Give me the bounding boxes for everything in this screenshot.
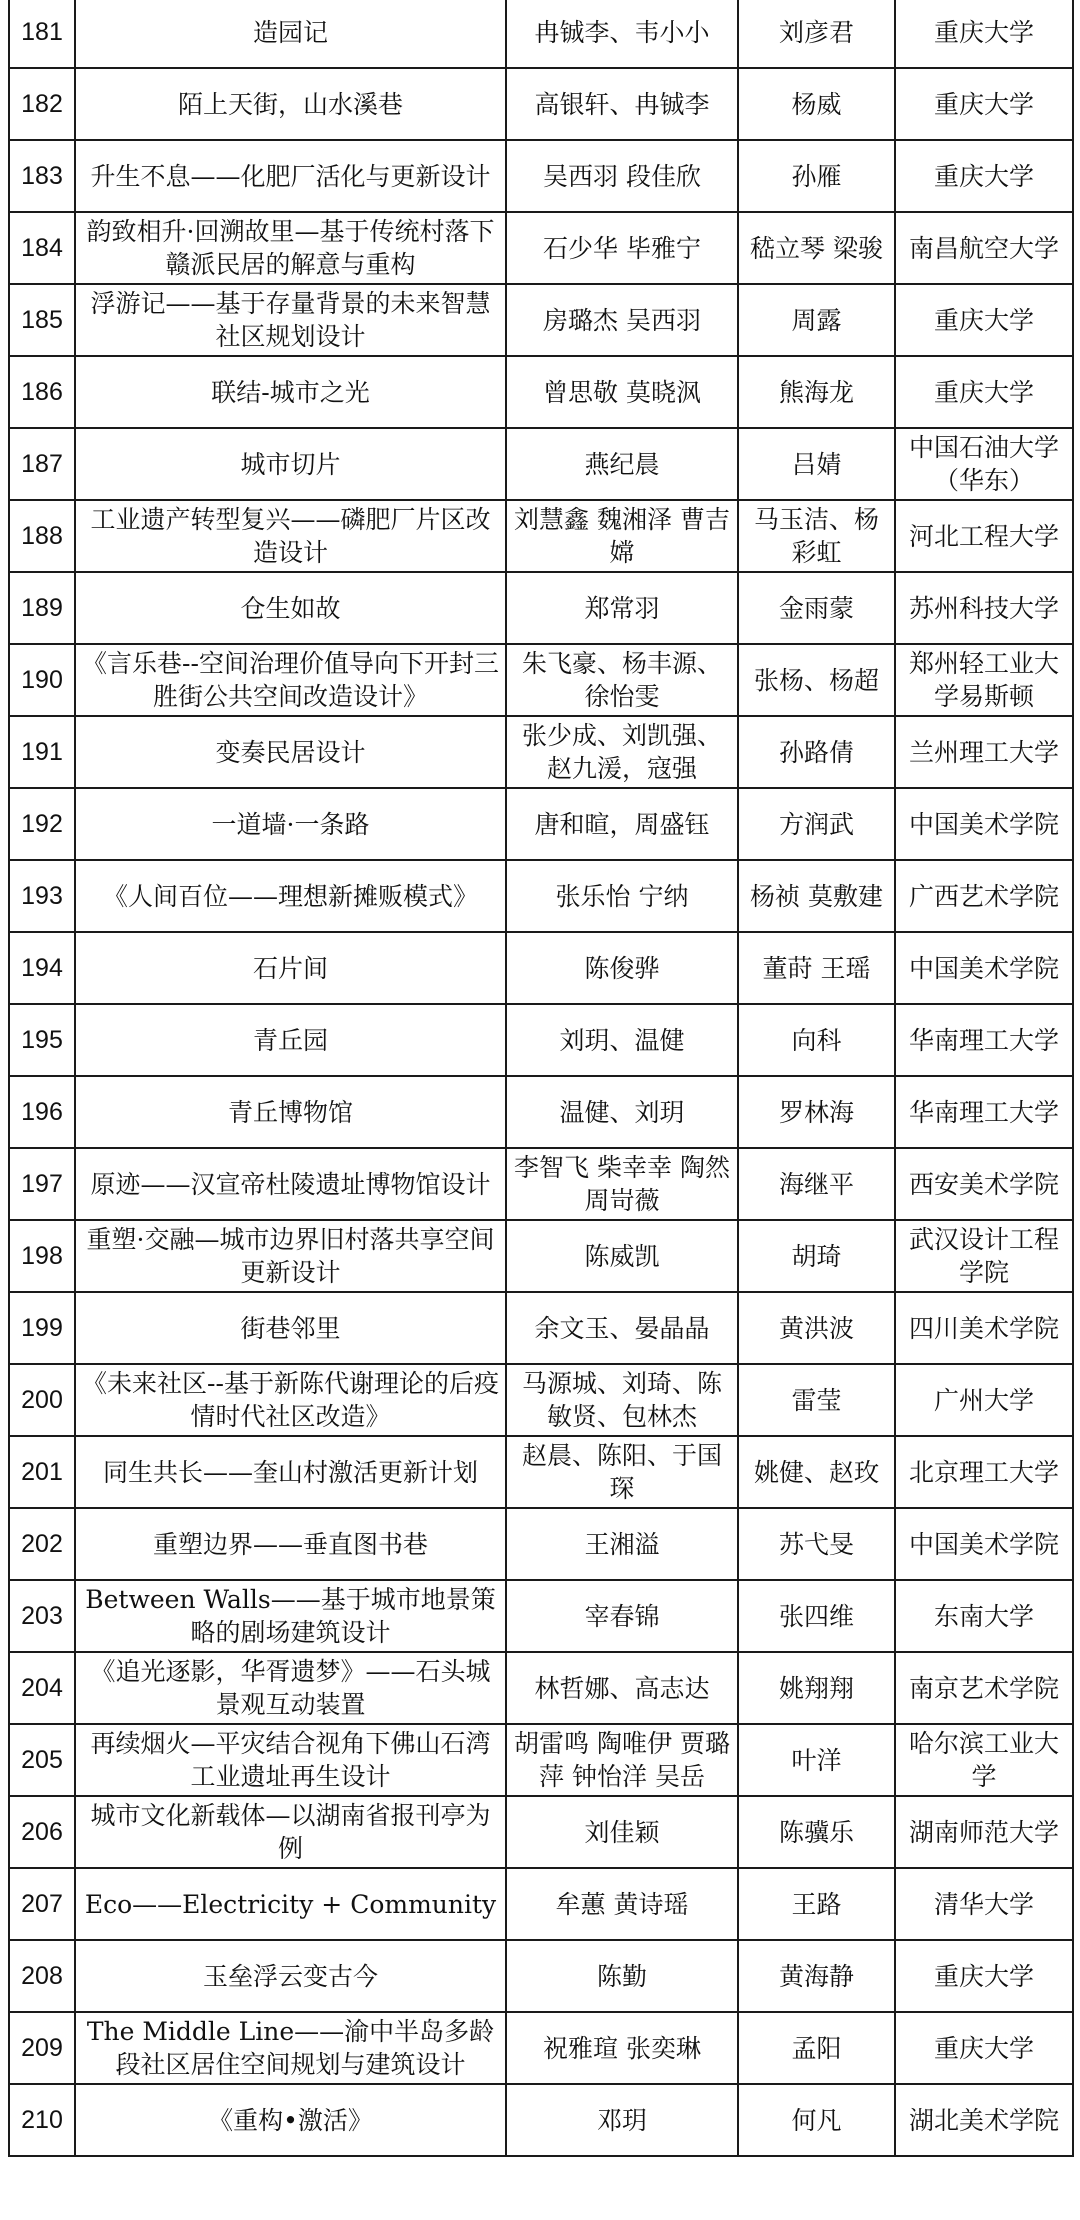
row-number: 204 (9, 1652, 75, 1724)
entry-authors: 邓玥 (506, 2084, 738, 2156)
entry-authors: 房璐杰 吴西羽 (506, 284, 738, 356)
entry-advisor: 张四维 (738, 1580, 895, 1652)
entry-authors: 吴西羽 段佳欣 (506, 140, 738, 212)
entry-advisor: 刘彦君 (738, 0, 895, 68)
table-row (9, 1652, 1073, 1724)
entry-authors: 朱飞豪、杨丰源、徐怡雯 (506, 644, 738, 716)
row-number: 197 (9, 1148, 75, 1220)
entry-advisor: 周露 (738, 284, 895, 356)
entry-advisor: 马玉洁、杨彩虹 (738, 500, 895, 572)
row-number: 185 (9, 284, 75, 356)
entry-school: 郑州轻工业大学易斯顿 (895, 644, 1073, 716)
row-number: 202 (9, 1508, 75, 1580)
entry-school: 华南理工大学 (895, 1076, 1073, 1148)
entry-title: 玉垒浮云变古今 (75, 1940, 506, 2012)
entry-advisor: 姚健、赵玫 (738, 1436, 895, 1508)
award-list-body (9, 0, 1073, 2156)
entry-school: 兰州理工大学 (895, 716, 1073, 788)
entry-advisor: 杨威 (738, 68, 895, 140)
entry-authors: 张乐怡 宁纳 (506, 860, 738, 932)
entry-school: 四川美术学院 (895, 1292, 1073, 1364)
entry-school: 武汉设计工程学院 (895, 1220, 1073, 1292)
row-number: 190 (9, 644, 75, 716)
row-number: 186 (9, 356, 75, 428)
row-number: 199 (9, 1292, 75, 1364)
entry-authors: 石少华 毕雅宁 (506, 212, 738, 284)
row-number: 195 (9, 1004, 75, 1076)
entry-school: 北京理工大学 (895, 1436, 1073, 1508)
entry-school: 重庆大学 (895, 2012, 1073, 2084)
entry-school: 重庆大学 (895, 284, 1073, 356)
entry-authors: 祝雅瑄 张奕琳 (506, 2012, 738, 2084)
table-row (9, 68, 1073, 140)
entry-title: 再续烟火—平灾结合视角下佛山石湾工业遗址再生设计 (75, 1724, 506, 1796)
entry-school: 重庆大学 (895, 140, 1073, 212)
entry-school: 南昌航空大学 (895, 212, 1073, 284)
table-row (9, 1796, 1073, 1868)
entry-school: 重庆大学 (895, 356, 1073, 428)
entry-authors: 余文玉、晏晶晶 (506, 1292, 738, 1364)
entry-school: 苏州科技大学 (895, 572, 1073, 644)
entry-school: 中国美术学院 (895, 1508, 1073, 1580)
entry-authors: 赵晨、陈阳、于国琛 (506, 1436, 738, 1508)
row-number: 183 (9, 140, 75, 212)
entry-title: The Middle Line——渝中半岛多龄段社区居住空间规划与建筑设计 (75, 2012, 506, 2084)
entry-advisor: 熊海龙 (738, 356, 895, 428)
entry-title: 青丘博物馆 (75, 1076, 506, 1148)
entry-advisor: 方润武 (738, 788, 895, 860)
entry-title: 浮游记——基于存量背景的未来智慧社区规划设计 (75, 284, 506, 356)
row-number: 208 (9, 1940, 75, 2012)
entry-title: 《言乐巷--空间治理价值导向下开封三胜街公共空间改造设计》 (75, 644, 506, 716)
entry-title: 重塑边界——垂直图书巷 (75, 1508, 506, 1580)
table-row (9, 716, 1073, 788)
entry-title: Between Walls——基于城市地景策略的剧场建筑设计 (75, 1580, 506, 1652)
row-number: 209 (9, 2012, 75, 2084)
entry-advisor: 何凡 (738, 2084, 895, 2156)
entry-advisor: 黄海静 (738, 1940, 895, 2012)
entry-title: 青丘园 (75, 1004, 506, 1076)
table-row (9, 1148, 1073, 1220)
entry-advisor: 杨祯 莫敷建 (738, 860, 895, 932)
row-number: 210 (9, 2084, 75, 2156)
entry-authors: 李智飞 柴幸幸 陶然 周岢薇 (506, 1148, 738, 1220)
entry-advisor: 苏弋旻 (738, 1508, 895, 1580)
table-row (9, 356, 1073, 428)
table-row (9, 1220, 1073, 1292)
entry-authors: 宰春锦 (506, 1580, 738, 1652)
entry-advisor: 孙路倩 (738, 716, 895, 788)
entry-advisor: 胡琦 (738, 1220, 895, 1292)
entry-title: 石片间 (75, 932, 506, 1004)
entry-advisor: 海继平 (738, 1148, 895, 1220)
table-row (9, 1580, 1073, 1652)
entry-title: 陌上天街，山水溪巷 (75, 68, 506, 140)
table-row (9, 1940, 1073, 2012)
entry-authors: 牟蕙 黄诗瑶 (506, 1868, 738, 1940)
row-number: 189 (9, 572, 75, 644)
entry-advisor: 孙雁 (738, 140, 895, 212)
entry-title: 一道墙·一条路 (75, 788, 506, 860)
entry-title: 城市文化新载体—以湖南省报刊亭为例 (75, 1796, 506, 1868)
table-row (9, 572, 1073, 644)
entry-authors: 刘佳颖 (506, 1796, 738, 1868)
entry-title: 《人间百位——理想新摊贩模式》 (75, 860, 506, 932)
table-row (9, 932, 1073, 1004)
entry-advisor: 姚翔翔 (738, 1652, 895, 1724)
entry-school: 重庆大学 (895, 68, 1073, 140)
entry-school: 东南大学 (895, 1580, 1073, 1652)
row-number: 187 (9, 428, 75, 500)
row-number: 200 (9, 1364, 75, 1436)
entry-school: 哈尔滨工业大学 (895, 1724, 1073, 1796)
entry-authors: 陈勤 (506, 1940, 738, 2012)
entry-title: Eco——Electricity + Community (75, 1868, 506, 1940)
entry-title: 工业遗产转型复兴——磷肥厂片区改造设计 (75, 500, 506, 572)
entry-advisor: 向科 (738, 1004, 895, 1076)
entry-school: 广西艺术学院 (895, 860, 1073, 932)
entry-title: 升生不息——化肥厂活化与更新设计 (75, 140, 506, 212)
entry-title: 《未来社区--基于新陈代谢理论的后疫情时代社区改造》 (75, 1364, 506, 1436)
entry-advisor: 孟阳 (738, 2012, 895, 2084)
row-number: 203 (9, 1580, 75, 1652)
row-number: 194 (9, 932, 75, 1004)
entry-school: 中国石油大学（华东） (895, 428, 1073, 500)
table-row (9, 212, 1073, 284)
row-number: 188 (9, 500, 75, 572)
entry-school: 南京艺术学院 (895, 1652, 1073, 1724)
entry-title: 造园记 (75, 0, 506, 68)
entry-authors: 胡雷鸣 陶唯伊 贾璐萍 钟怡洋 吴岳 (506, 1724, 738, 1796)
entry-advisor: 雷莹 (738, 1364, 895, 1436)
row-number: 198 (9, 1220, 75, 1292)
entry-school: 湖南师范大学 (895, 1796, 1073, 1868)
entry-school: 广州大学 (895, 1364, 1073, 1436)
table-row (9, 140, 1073, 212)
row-number: 191 (9, 716, 75, 788)
table-row (9, 500, 1073, 572)
entry-title: 韵致相升·回溯故里—基于传统村落下赣派民居的解意与重构 (75, 212, 506, 284)
table-row (9, 2084, 1073, 2156)
entry-authors: 陈俊骅 (506, 932, 738, 1004)
entry-authors: 刘慧鑫 魏湘泽 曹吉嫦 (506, 500, 738, 572)
row-number: 201 (9, 1436, 75, 1508)
entry-advisor: 吕婧 (738, 428, 895, 500)
entry-advisor: 董莳 王瑶 (738, 932, 895, 1004)
entry-advisor: 金雨蒙 (738, 572, 895, 644)
table-row (9, 1004, 1073, 1076)
row-number: 196 (9, 1076, 75, 1148)
row-number: 207 (9, 1868, 75, 1940)
entry-authors: 曾思敬 莫晓沨 (506, 356, 738, 428)
entry-title: 《重构•激活》 (75, 2084, 506, 2156)
table-row (9, 1868, 1073, 1940)
entry-title: 街巷邻里 (75, 1292, 506, 1364)
entry-advisor: 嵇立琴 梁骏 (738, 212, 895, 284)
row-number: 184 (9, 212, 75, 284)
entry-advisor: 陈骥乐 (738, 1796, 895, 1868)
table-row (9, 2012, 1073, 2084)
row-number: 192 (9, 788, 75, 860)
entry-advisor: 张杨、杨超 (738, 644, 895, 716)
entry-school: 清华大学 (895, 1868, 1073, 1940)
entry-authors: 高银轩、冉铖李 (506, 68, 738, 140)
entry-school: 中国美术学院 (895, 788, 1073, 860)
entry-school: 中国美术学院 (895, 932, 1073, 1004)
entry-school: 华南理工大学 (895, 1004, 1073, 1076)
entry-title: 联结-城市之光 (75, 356, 506, 428)
entry-authors: 温健、刘玥 (506, 1076, 738, 1148)
entry-title: 城市切片 (75, 428, 506, 500)
award-list-table (8, 0, 1074, 2157)
entry-advisor: 王路 (738, 1868, 895, 1940)
table-row (9, 0, 1073, 68)
entry-authors: 唐和暄，周盛钰 (506, 788, 738, 860)
row-number: 181 (9, 0, 75, 68)
table-row (9, 1364, 1073, 1436)
entry-authors: 郑常羽 (506, 572, 738, 644)
table-row (9, 1292, 1073, 1364)
entry-title: 变奏民居设计 (75, 716, 506, 788)
table-row (9, 788, 1073, 860)
entry-title: 原迹——汉宣帝杜陵遗址博物馆设计 (75, 1148, 506, 1220)
row-number: 182 (9, 68, 75, 140)
entry-school: 重庆大学 (895, 0, 1073, 68)
entry-authors: 刘玥、温健 (506, 1004, 738, 1076)
entry-title: 重塑·交融—城市边界旧村落共享空间更新设计 (75, 1220, 506, 1292)
entry-advisor: 叶洋 (738, 1724, 895, 1796)
entry-title: 仓生如故 (75, 572, 506, 644)
entry-school: 河北工程大学 (895, 500, 1073, 572)
row-number: 206 (9, 1796, 75, 1868)
row-number: 205 (9, 1724, 75, 1796)
table-row (9, 284, 1073, 356)
entry-title: 《追光逐影，华胥遗梦》——石头城景观互动装置 (75, 1652, 506, 1724)
entry-authors: 陈威凯 (506, 1220, 738, 1292)
entry-authors: 燕纪晨 (506, 428, 738, 500)
entry-authors: 林哲娜、高志达 (506, 1652, 738, 1724)
entry-school: 重庆大学 (895, 1940, 1073, 2012)
entry-advisor: 黄洪波 (738, 1292, 895, 1364)
table-row (9, 1724, 1073, 1796)
entry-title: 同生共长——奎山村激活更新计划 (75, 1436, 506, 1508)
table-row (9, 1508, 1073, 1580)
row-number: 193 (9, 860, 75, 932)
entry-authors: 张少成、刘凯强、赵九湲，寇强 (506, 716, 738, 788)
table-row (9, 1436, 1073, 1508)
entry-authors: 马源城、刘琦、陈敏贤、包林杰 (506, 1364, 738, 1436)
table-row (9, 428, 1073, 500)
entry-authors: 王湘溢 (506, 1508, 738, 1580)
entry-school: 西安美术学院 (895, 1148, 1073, 1220)
table-row (9, 644, 1073, 716)
entry-school: 湖北美术学院 (895, 2084, 1073, 2156)
table-row (9, 1076, 1073, 1148)
entry-authors: 冉铖李、韦小小 (506, 0, 738, 68)
table-row (9, 860, 1073, 932)
entry-advisor: 罗林海 (738, 1076, 895, 1148)
